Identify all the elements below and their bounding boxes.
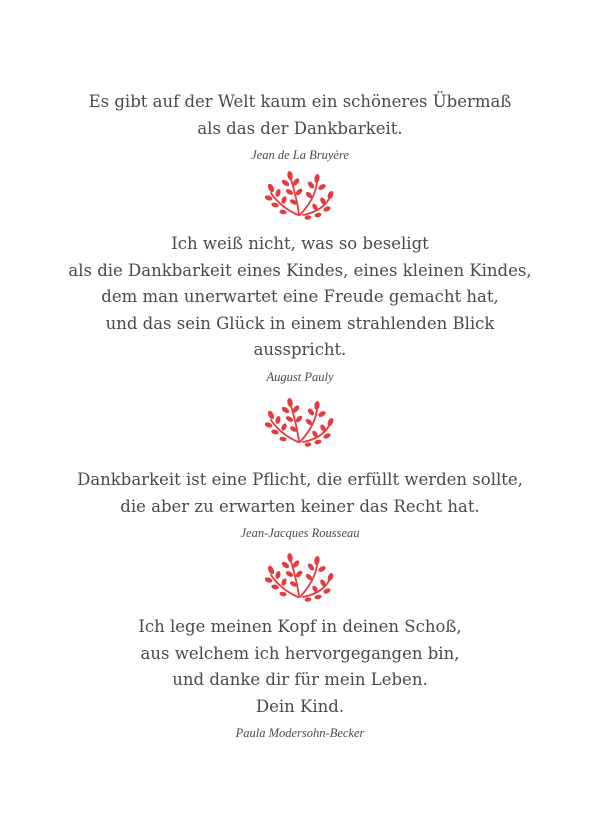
- floral-sprig-icon: [265, 398, 335, 450]
- quote-block-2: [0, 231, 600, 386]
- quote-author: Jean de La Bruyère: [251, 148, 349, 162]
- quote-block-1: [0, 89, 600, 164]
- quote-line: als die Dankbarkeit eines Kindes, eines kleinen Kindes,: [68, 260, 532, 280]
- quote-line: Ich lege meinen Kopf in deinen Schoß,: [138, 617, 462, 636]
- quote-line: Es gibt auf der Welt kaum ein schöneres Übermaß: [88, 92, 512, 111]
- quote-line: Ich weiß nicht, was so beseligt: [171, 234, 429, 253]
- quote-line: dem man unerwartet eine Freude gemacht hat,: [101, 287, 499, 306]
- quote-line: ausspricht.: [253, 340, 347, 359]
- quote-line: Dankbarkeit ist eine Pflicht, die erfüllt werden sollte,: [77, 470, 523, 489]
- quote-author: Paula Modersohn-Becker: [235, 726, 365, 740]
- quote-author: August Pauly: [266, 369, 334, 384]
- quote-line: als das der Dankbarkeit.: [197, 118, 403, 138]
- quote-line: aus welchem ich hervorgegangen bin,: [140, 643, 460, 663]
- quote-line: die aber zu erwarten keiner das Recht hat.: [120, 496, 480, 516]
- quote-line: und danke dir für mein Leben.: [172, 670, 428, 689]
- quote-block-4: [0, 614, 600, 742]
- quote-author: Jean-Jacques Rousseau: [240, 526, 360, 540]
- quote-line: Dein Kind.: [255, 696, 345, 716]
- floral-sprig-icon: [265, 171, 335, 223]
- quote-line: und das sein Glück in einem strahlenden Blick: [105, 313, 495, 333]
- quote-block-3: [0, 467, 600, 542]
- floral-sprig-icon: [265, 553, 335, 605]
